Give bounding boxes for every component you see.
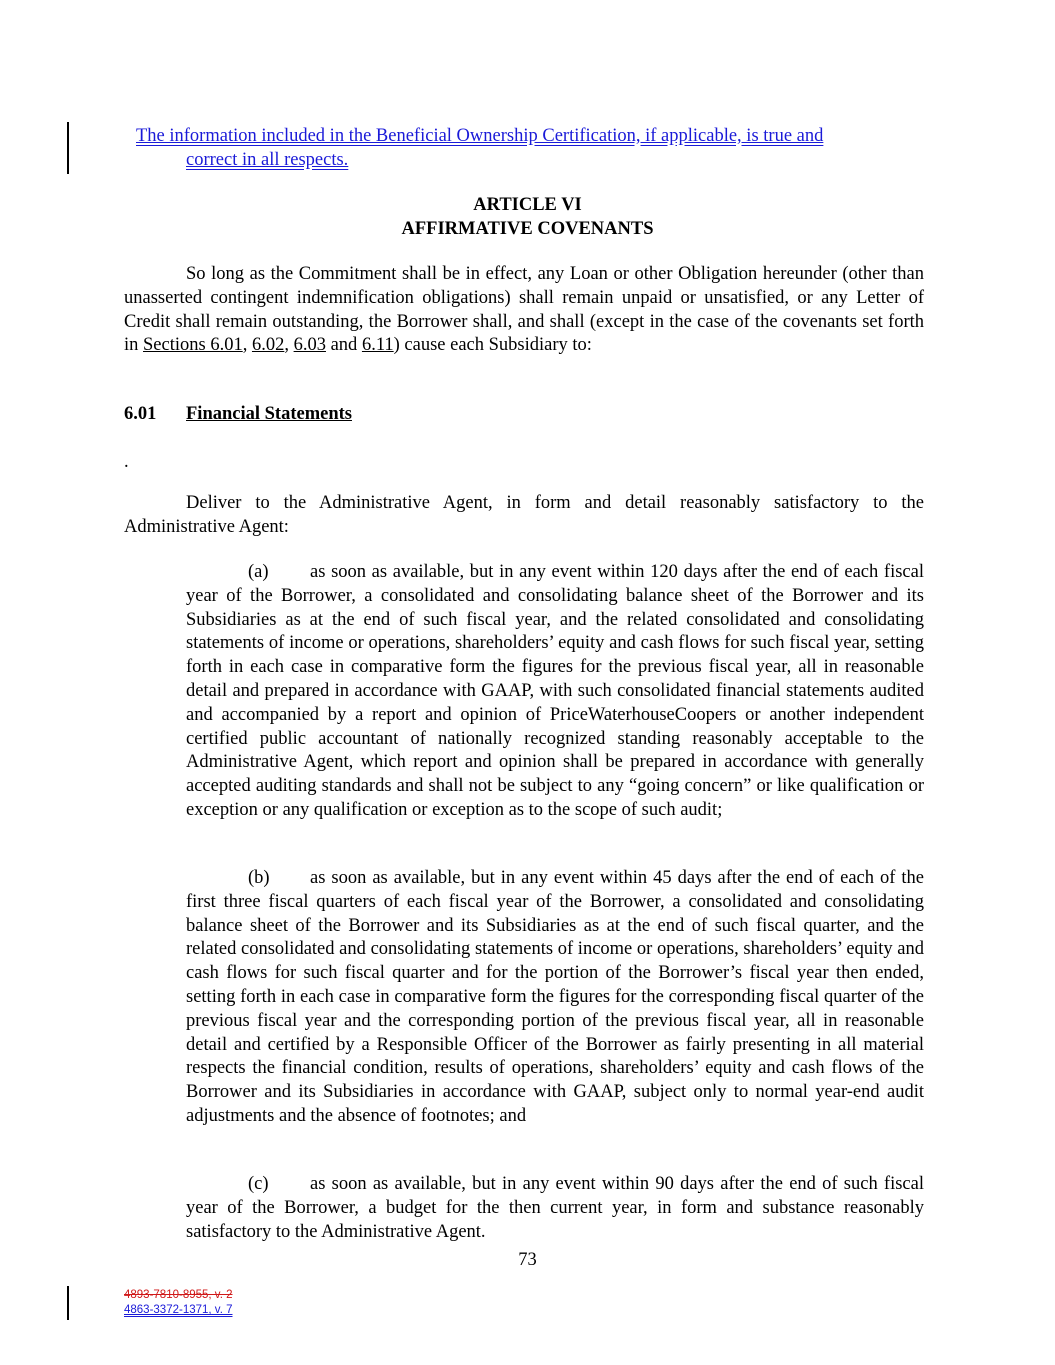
inserted-doc-id: 4863-3372-1371, v. 7: [124, 1304, 233, 1316]
intro-sep-2: ,: [284, 335, 294, 356]
section-number: 6.01: [124, 404, 157, 424]
clause-a-text: as soon as available, but in any event within 120 days after the end of each fiscal year of the Borrower, a consolidated and consolidating balance sheet of the Borrower and its Subsidiaries as at the end of such fiscal year, and the related consolidated and consolidating statements of income or operations, shareholders’ equity and cash flows for such fiscal year, setting forth in each case in comparative form the figures for the previous fiscal year, all in reasonable detail and prepared in accordance with GAAP, with such consolidated financial statements audited and accompanied by a report and opinion of PriceWaterhouseCoopers or another independent certified public accountant of nationally recognized standing reasonably acceptable to the Administrative Agent, which report and opinion shall be prepared in accordance with generally accepted auditing standards and shall not be subject to any “going concern” or like qualification or exception or any qualification or exception as to the scope of such audit;: [186, 562, 924, 820]
change-bar-footer: [67, 1286, 69, 1320]
tracked-insert-line-1: The information included in the Beneficial Ownership Certification, if applicable, is true and: [136, 126, 824, 146]
deleted-doc-id: 4893-7810-8955, v. 2: [124, 1289, 233, 1301]
section-heading: [124, 404, 352, 425]
tracked-insert-line-2: correct in all respects.: [186, 150, 349, 170]
clause-a: [186, 561, 924, 823]
section-ref-6-02: 6.02: [251, 335, 285, 356]
section-ref-6-01: Sections 6.01: [143, 335, 243, 356]
intro-paragraph: [124, 263, 924, 358]
stray-period: .: [124, 452, 129, 472]
clause-b-label: (b): [248, 868, 270, 888]
section-ref-6-11: 6.11: [361, 335, 394, 356]
clause-c-label: (c): [248, 1174, 269, 1194]
change-bar-top: [67, 122, 69, 174]
clause-a-label: (a): [248, 562, 269, 582]
clause-b: [186, 867, 924, 1129]
clause-b-text: as soon as available, but in any event within 45 days after the end of each of the first three fiscal quarters of each fiscal year of the Borrower, a consolidated and consolidating balance sheet of the Borrower and its Subsidiaries as at the end of such fiscal quarter, and the related consolidated and consolidating statements of income or operations, shareholders’ equity and cash flows for such fiscal quarter and for the portion of the Borrower’s fiscal year then ended, setting forth in each case in comparative form the figures for the corresponding fiscal quarter of the previous fiscal year and the corresponding portion of the previous fiscal year, all in reasonable detail and certified by a Responsible Officer of the Borrower as fairly presenting in all material respects the financial condition, results of operations, shareholders’ equity and cash flows of the Borrower and its Subsidiaries in accordance with GAAP, subject only to normal year-end audit adjustments and the absence of footnotes; and: [186, 868, 924, 1126]
page-number: 73: [518, 1250, 537, 1270]
clause-c-text: as soon as available, but in any event within 90 days after the end of such fiscal year of the Borrower, a budget for the then current year, in form and substance reasonably satisfactory to the Administrative Agent.: [186, 1174, 924, 1242]
clause-c: [186, 1173, 924, 1244]
deliver-paragraph: Deliver to the Administrative Agent, in form and detail reasonably satisfactory to the Administrative Agent:: [124, 493, 924, 537]
section-title: Financial Statements: [186, 404, 352, 424]
intro-text-before: So long as the Commitment shall be in effect, any Loan or other Obligation hereunder (other than unasserted contingent indemnification obligations) shall remain unpaid or unsatisfied, or any Letter of Credit shall remain outstanding, the Borrower shall, and shall (except in the case of the covenants set forth in: [124, 264, 924, 356]
article-title: AFFIRMATIVE COVENANTS: [401, 219, 654, 239]
intro-sep-3: and: [325, 335, 362, 356]
section-ref-6-03: 6.03: [293, 335, 326, 356]
intro-sep-1: ,: [242, 335, 252, 356]
article-number: ARTICLE VI: [473, 195, 582, 215]
intro-text-after: ) cause each Subsidiary to:: [393, 335, 592, 356]
